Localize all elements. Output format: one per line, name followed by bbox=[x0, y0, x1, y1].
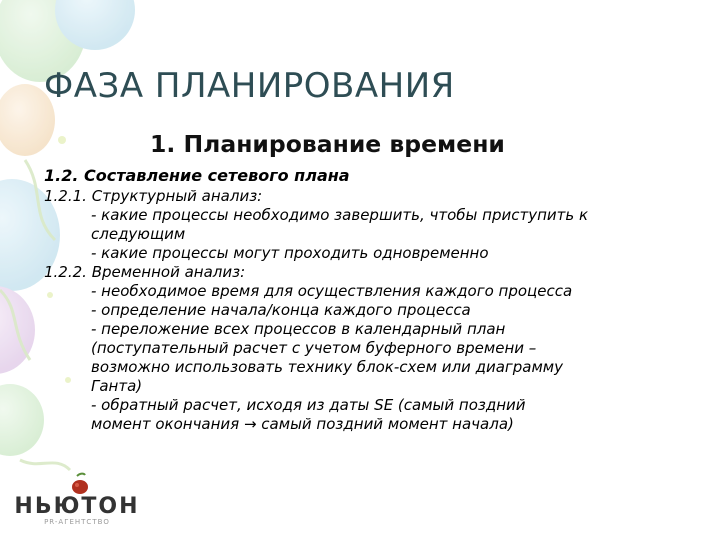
apple-icon bbox=[14, 472, 144, 496]
bullet-line: - определение начала/конца каждого процесса bbox=[91, 301, 471, 319]
subsection-heading: 1.2. Составление сетевого плана bbox=[44, 166, 350, 185]
logo-tagline: PR-АГЕНТСТВО bbox=[44, 518, 110, 526]
section-heading: 1. Планирование времени bbox=[150, 130, 505, 158]
bullet-line: - обратный расчет, исходя из даты SE (самый поздний bbox=[91, 396, 526, 414]
subheading-line: 1.2.2. Временной анализ: bbox=[44, 263, 246, 281]
bullet-line: возможно использовать технику блок-схем или диаграмму bbox=[91, 358, 563, 376]
bullet-line: следующим bbox=[91, 225, 186, 243]
bullet-line: - какие процессы необходимо завершить, чтобы приступить к bbox=[91, 206, 589, 224]
bullet-line: (поступательный расчет с учетом буферного времени – bbox=[91, 339, 537, 357]
company-logo bbox=[14, 472, 144, 532]
bullet-line: момент окончания → самый поздний момент начала) bbox=[91, 415, 514, 433]
content-body bbox=[44, 166, 694, 434]
content-lines bbox=[44, 187, 694, 434]
logo-name: НЬЮТОН bbox=[14, 494, 140, 519]
page-title: ФАЗА ПЛАНИРОВАНИЯ bbox=[44, 66, 455, 106]
bullet-line: - необходимое время для осуществления каждого процесса bbox=[91, 282, 573, 300]
bullet-line: - переложение всех процессов в календарный план bbox=[91, 320, 506, 338]
bullet-line: Ганта) bbox=[91, 377, 143, 395]
bullet-line: - какие процессы могут проходить одновременно bbox=[91, 244, 489, 262]
subheading-line: 1.2.1. Структурный анализ: bbox=[44, 187, 263, 205]
